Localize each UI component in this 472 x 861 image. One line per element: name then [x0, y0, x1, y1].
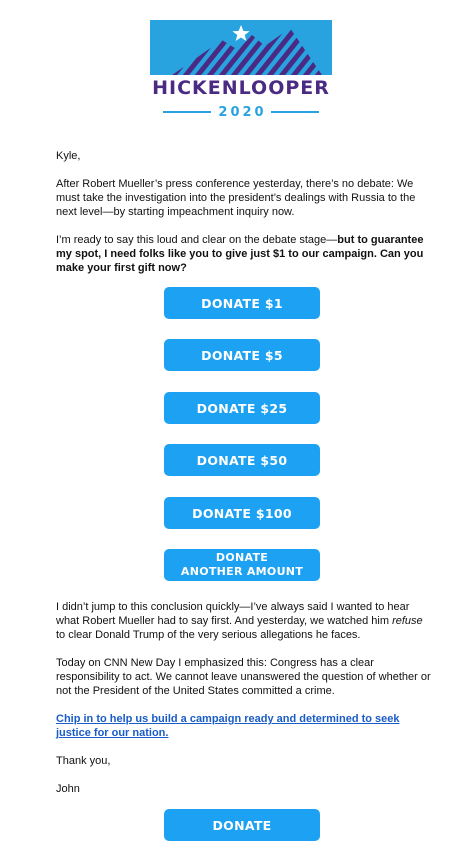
paragraph-3-text-a: I didn’t jump to this conclusion quickly—I’ve always said I wanted to hear what Robert Mueller had to say first. And yesterday, we watched him: [56, 601, 410, 627]
donate-1-button[interactable]: DONATE $1: [164, 287, 320, 319]
paragraph-2: [56, 233, 432, 275]
logo-divider: [271, 111, 319, 113]
paragraph-3-text-b: to clear Donald Trump of the very serious allegations he faces.: [56, 629, 361, 641]
donate-50-button[interactable]: DONATE $50: [164, 444, 320, 476]
greeting: Kyle,: [56, 150, 81, 162]
paragraph-2-bold: but to guarantee my spot, I need folks like you to give just $1 to our campaign. Can you make your first gift now?: [56, 234, 424, 274]
logo-wordmark: HICKENLOOPER: [152, 77, 330, 99]
paragraph-1: After Robert Mueller’s press conference yesterday, there’s no debate: We must take the investigation into the president’s dealings with Russia to the next level—by starting impeachment inquiry now.: [56, 178, 416, 218]
logo-year-row: [150, 103, 332, 121]
sign-off: Thank you,: [56, 755, 111, 767]
campaign-logo: [150, 20, 332, 120]
donate-5-button[interactable]: DONATE $5: [164, 339, 320, 371]
paragraph-4: Today on CNN New Day I emphasized this: Congress has a clear responsibility to act. We cannot leave unanswered the question of whether or not the President of the United States committed a crime.: [56, 657, 431, 697]
signature: John: [56, 783, 80, 795]
mountain-logo-icon: [150, 20, 332, 75]
donate-25-button[interactable]: DONATE $25: [164, 392, 320, 424]
donate-footer-button[interactable]: DONATE: [164, 809, 320, 841]
logo-year: 2020: [218, 104, 267, 120]
donate-100-button[interactable]: DONATE $100: [164, 497, 320, 529]
paragraph-3-italic: refuse: [392, 615, 423, 627]
donate-other-line-2: ANOTHER AMOUNT: [180, 565, 304, 578]
paragraph-2-text: I’m ready to say this loud and clear on the debate stage—: [56, 234, 338, 246]
logo-divider: [163, 111, 211, 113]
chip-in-link[interactable]: Chip in to help us build a campaign ready and determined to seek justice for our nation.: [56, 713, 400, 739]
paragraph-3: [56, 600, 432, 642]
donate-other-line-1: DONATE: [215, 551, 269, 564]
donate-other-amount-button[interactable]: [164, 549, 320, 581]
